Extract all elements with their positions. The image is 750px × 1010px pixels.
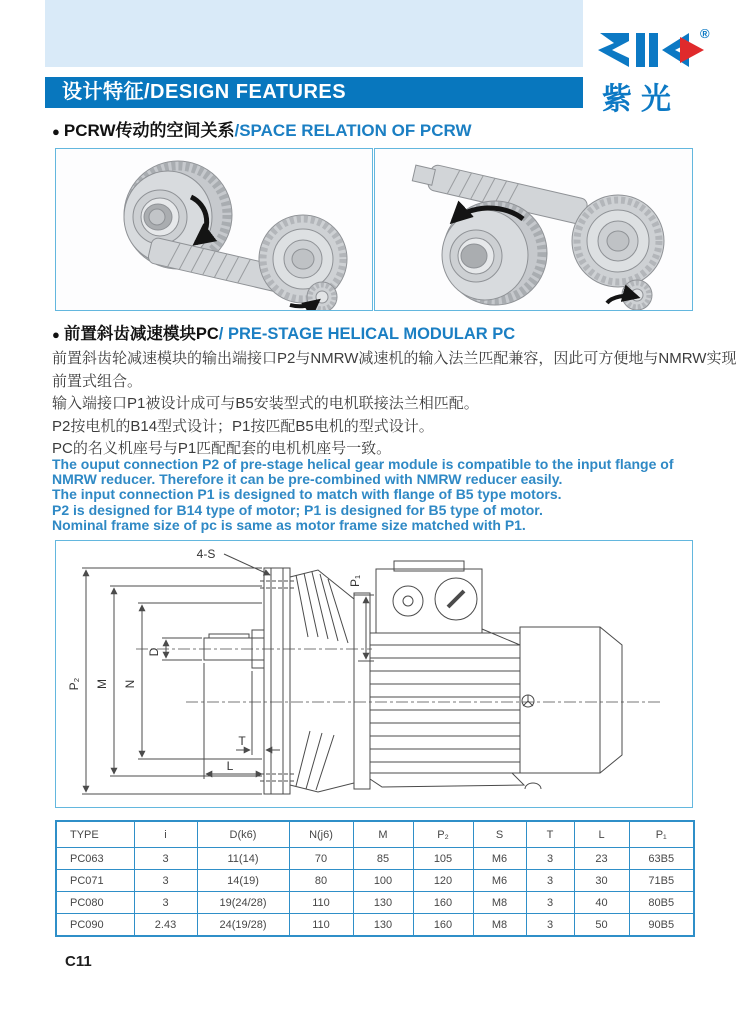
worm-gear-illustration-left [56,149,372,310]
top-panel [45,0,583,67]
table-cell: M8 [473,914,526,937]
table-cell: 110 [289,914,353,937]
table-cell: 40 [574,892,629,914]
table-header-cell: P₂ [413,821,473,848]
en-paragraph-line: The input connection P1 is designed to match with flange of B5 type motors. [52,486,562,503]
table-header-cell: i [134,821,197,848]
table-cell: M6 [473,870,526,892]
table-row [56,914,694,937]
section-title-en: / PRE-STAGE HELICAL MODULAR PC [218,325,516,343]
table-cell: 80 [289,870,353,892]
table-cell: PC090 [56,914,134,937]
table-cell: 3 [526,848,574,870]
table-header-cell: D(k6) [197,821,289,848]
table-cell: 160 [413,892,473,914]
table-cell: 71B5 [629,870,694,892]
en-paragraph-line: Nominal frame size of pc is same as motor frame size matched with P1. [52,516,526,533]
cn-paragraph-line: PC的名义机座号与P1匹配配套的电机机座号一致。 [52,440,392,457]
table-header-cell: P₁ [629,821,694,848]
dim-label-d: D [147,647,161,657]
en-paragraph-line: P2 is designed for B14 type of motor; P1 is designed for B5 type of motor. [52,501,543,518]
table-cell: 70 [289,848,353,870]
registered-mark: ® [700,26,710,41]
page-number: C11 [65,953,92,970]
table-cell: 120 [413,870,473,892]
table-cell: 110 [289,892,353,914]
dim-label-t: T [238,734,246,748]
table-header-cell: TYPE [56,821,134,848]
zik-logo-icon [596,30,714,70]
dimension-drawing [56,541,692,807]
table-cell: PC080 [56,892,134,914]
worm-gear-illustration-right [375,149,692,310]
table-cell: 19(24/28) [197,892,289,914]
dim-label-l: L [226,759,234,773]
table-cell: 3 [134,870,197,892]
brand-cn: 紫光 [602,83,680,116]
table-cell: 85 [353,848,413,870]
table-cell: 3 [526,892,574,914]
table-header-cell: T [526,821,574,848]
gear-image-box-left [55,148,373,311]
page-title: 设计特征/DESIGN FEATURES [62,81,347,103]
table-cell: 2.43 [134,914,197,937]
dim-label-m: M [95,679,109,689]
en-paragraph-line: The ouput connection P2 of pre-stage helical gear module is compatible to the input flange of [52,456,674,472]
dim-label-p2: P₂ [67,677,81,691]
table-cell: 130 [353,892,413,914]
table-cell: 50 [574,914,629,937]
gear-image-box-right [374,148,693,311]
cn-paragraph-line: 前置斜齿轮减速模块的输出端接口P2与NMRW减速机的输入法兰匹配兼容，因此可方便地与NMRW实现 [52,350,737,367]
table-cell: 3 [134,892,197,914]
spec-table [55,820,695,937]
paragraph-en [52,457,722,533]
en-paragraph-line: NMRW reducer. Therefore it can be pre-combined with NMRW reducer easily. [52,471,563,488]
table-header-cell: S [473,821,526,848]
section-title-en: /SPACE RELATION OF PCRW [234,121,472,140]
table-cell: 11(14) [197,848,289,870]
dim-label-4s: 4-S [196,547,216,561]
table-header-cell: M [353,821,413,848]
table-cell: 160 [413,914,473,937]
table-header-cell: N(j6) [289,821,353,848]
table-cell: 130 [353,914,413,937]
section-space-relation [52,116,472,141]
table-cell: 14(19) [197,870,289,892]
table-row [56,892,694,914]
table-cell: 100 [353,870,413,892]
section-title-cn: 前置斜齿减速模块PC [63,325,219,343]
table-cell: 24(19/28) [197,914,289,937]
section-prestage [52,320,515,344]
table-header-cell: L [574,821,629,848]
table-row [56,848,694,870]
table-cell: M6 [473,848,526,870]
dim-label-n: N [123,679,137,689]
table-cell: 90B5 [629,914,694,937]
table-row [56,870,694,892]
table-header-row [56,821,694,848]
paragraph-cn [52,348,737,461]
table-cell: 30 [574,870,629,892]
table-cell: PC063 [56,848,134,870]
table-cell: 105 [413,848,473,870]
dimension-drawing-box [55,540,693,808]
table-cell: PC071 [56,870,134,892]
table-cell: M8 [473,892,526,914]
table-cell: 80B5 [629,892,694,914]
dim-label-p1: P₁ [348,574,362,588]
cn-paragraph-line: 输入端接口P1被设计成可与B5安装型式的电机联接法兰相匹配。 [52,395,479,412]
table-cell: 23 [574,848,629,870]
cn-paragraph-line: 前置式组合。 [52,372,143,390]
table-cell: 3 [134,848,197,870]
header-bar [45,77,583,108]
spec-table-body [56,848,694,937]
bullet-icon: ● [52,327,60,342]
table-cell: 63B5 [629,848,694,870]
section-title-cn: PCRW传动的空间关系 [63,121,235,140]
table-cell: 3 [526,914,574,937]
cn-paragraph-line: P2按电机的B14型式设计；P1按匹配B5电机的型式设计。 [52,417,434,435]
brand-logo [596,26,736,116]
spec-table-head [56,821,694,848]
bullet-icon: ● [52,124,60,139]
table-cell: 3 [526,870,574,892]
